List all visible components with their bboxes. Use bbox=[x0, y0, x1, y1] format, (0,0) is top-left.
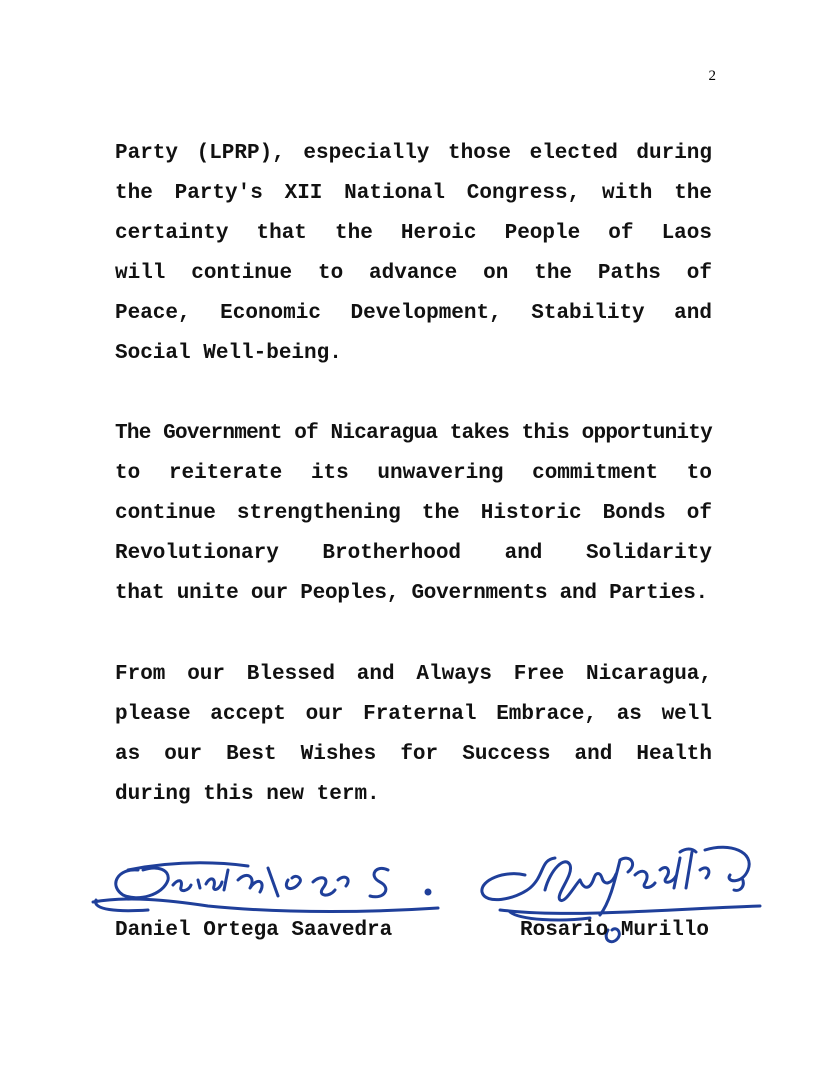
paragraph-line: continue strengthening the Historic Bonds of bbox=[115, 502, 712, 525]
paragraph-line: that unite our Peoples, Governments and Parties. bbox=[115, 582, 708, 605]
paragraph-line: to reiterate its unwavering commitment to bbox=[115, 462, 712, 485]
paragraph-line: From our Blessed and Always Free Nicaragua, bbox=[115, 663, 712, 686]
paragraph-line: Social Well-being. bbox=[115, 342, 342, 365]
paragraph-line: The Government of Nicaragua takes this opportunity bbox=[115, 422, 712, 445]
paragraph-2 bbox=[115, 414, 712, 614]
paragraph-line: Peace, Economic Development, Stability and bbox=[115, 302, 712, 325]
paragraph-line: please accept our Fraternal Embrace, as well bbox=[115, 703, 712, 726]
paragraph-line: during this new term. bbox=[115, 783, 380, 806]
paragraph-line: the Party's XII National Congress, with the bbox=[115, 182, 712, 205]
paragraph-line: as our Best Wishes for Success and Health bbox=[115, 743, 712, 766]
paragraph-3 bbox=[115, 655, 712, 815]
page-number: 2 bbox=[708, 68, 716, 84]
signer-name-ortega: Daniel Ortega Saavedra bbox=[115, 919, 393, 942]
paragraph-1 bbox=[115, 134, 712, 374]
paragraph-line: Party (LPRP), especially those elected during bbox=[115, 142, 712, 165]
paragraph-line: Revolutionary Brotherhood and Solidarity bbox=[115, 542, 712, 565]
paragraph-line: certainty that the Heroic People of Laos bbox=[115, 222, 712, 245]
signer-name-murillo: Rosario Murillo bbox=[520, 919, 710, 942]
paragraph-line: will continue to advance on the Paths of bbox=[115, 262, 712, 285]
handwritten-signature-icon bbox=[88, 840, 448, 920]
